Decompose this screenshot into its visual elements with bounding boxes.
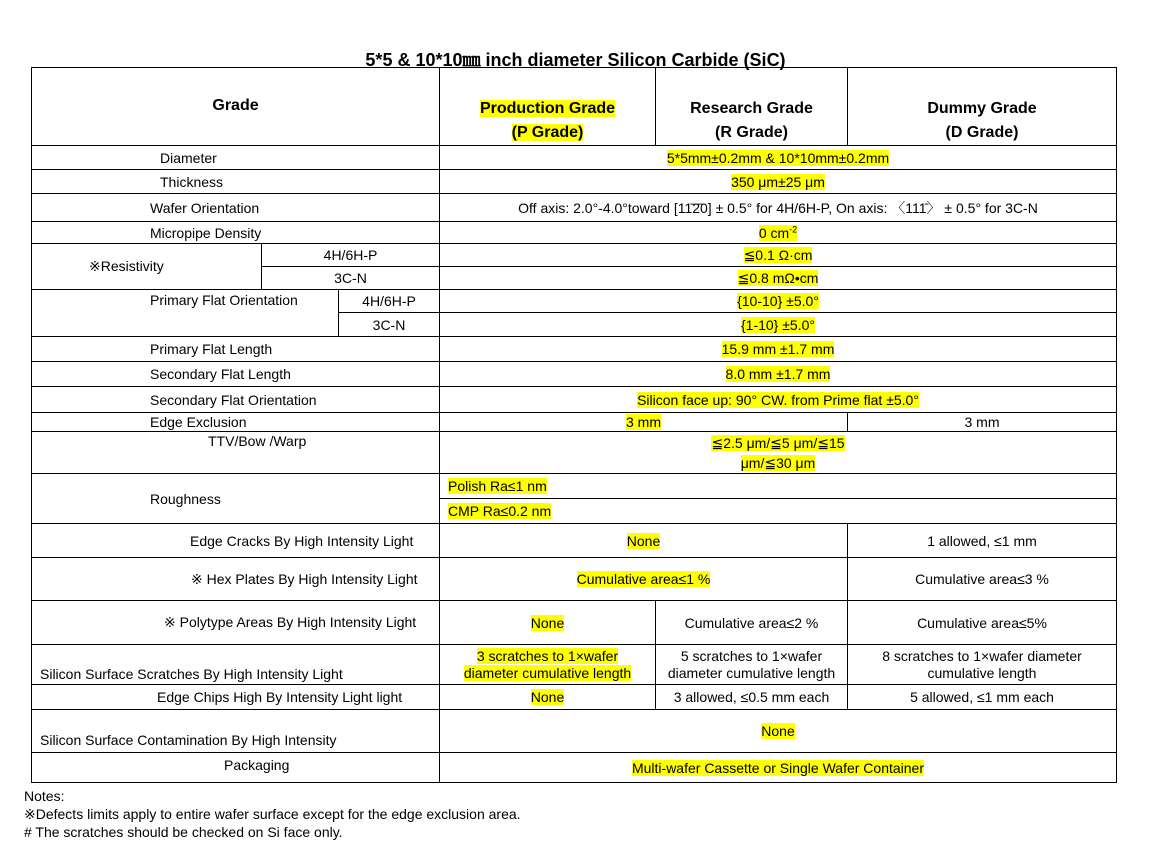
research-grade-header: Research Grade (R Grade) <box>656 68 848 146</box>
notes-heading: Notes: <box>24 788 65 804</box>
table-row <box>32 753 1117 783</box>
edge-exclusion-pr-value: 3 mm <box>440 413 848 432</box>
edge-chips-p-value: None <box>440 685 656 710</box>
contamination-label: Silicon Surface Contamination By High Intensity <box>32 710 440 753</box>
edge-chips-r-value: 3 allowed, ≤0.5 mm each <box>656 685 848 710</box>
diameter-value: 5*5mm±0.2mm & 10*10mm±0.2mm <box>440 146 1117 170</box>
pfo-4h-value: {10-10} ±5.0° <box>440 290 1117 313</box>
hex-plates-label: ※ Hex Plates By High Intensity Light <box>32 558 440 601</box>
table-row <box>32 710 1117 753</box>
secondary-flat-orientation-value: Silicon face up: 90° CW. from Prime flat ±5.0° <box>440 387 1117 413</box>
table-row <box>32 524 1117 558</box>
table-row <box>32 222 1117 244</box>
notes-line-2: # The scratches should be checked on Si face only. <box>24 824 343 840</box>
thickness-value: 350 μm±25 μm <box>440 170 1117 194</box>
table-row <box>32 362 1117 387</box>
scratches-p-value: 3 scratches to 1×wafer diameter cumulative length <box>440 645 656 685</box>
roughness-polish-value: Polish Ra≤1 nm <box>440 474 1117 499</box>
table-row <box>32 170 1117 194</box>
edge-chips-d-value: 5 allowed, ≤1 mm each <box>848 685 1117 710</box>
primary-flat-orientation-label: Primary Flat Orientation <box>32 290 339 337</box>
production-grade-header: Production Grade (P Grade) <box>440 68 656 146</box>
edge-cracks-label: Edge Cracks By High Intensity Light <box>32 524 440 558</box>
edge-cracks-d-value: 1 allowed, ≤1 mm <box>848 524 1117 558</box>
scratches-r-value: 5 scratches to 1×wafer diameter cumulative length <box>656 645 848 685</box>
roughness-cmp-value: CMP Ra≤0.2 nm <box>440 499 1117 524</box>
table-row <box>32 194 1117 222</box>
dummy-grade-header: Dummy Grade (D Grade) <box>848 68 1117 146</box>
packaging-value: Multi-wafer Cassette or Single Wafer Container <box>440 753 1117 783</box>
contamination-value: None <box>440 710 1117 753</box>
secondary-flat-length-value: 8.0 mm ±1.7 mm <box>440 362 1117 387</box>
table-row <box>32 290 1117 313</box>
ttv-label: TTV/Bow /Warp <box>32 432 440 474</box>
secondary-flat-length-label: Secondary Flat Length <box>32 362 440 387</box>
table-row <box>32 146 1117 170</box>
polytype-d-value: Cumulative area≤5% <box>848 601 1117 645</box>
pfo-3c-label: 3C-N <box>339 313 440 337</box>
pfo-3c-value: {1-10} ±5.0° <box>440 313 1117 337</box>
edge-chips-label: Edge Chips High By Intensity Light light <box>32 685 440 710</box>
notes <box>24 787 521 841</box>
table-row <box>32 685 1117 710</box>
resistivity-4h-value: ≦0.1 Ω·cm <box>440 244 1117 267</box>
primary-flat-length-value: 15.9 mm ±1.7 mm <box>440 337 1117 362</box>
resistivity-4h-label: 4H/6H-P <box>262 244 440 267</box>
edge-exclusion-d-value: 3 mm <box>848 413 1117 432</box>
hex-plates-d-value: Cumulative area≤3 % <box>848 558 1117 601</box>
pfo-4h-label: 4H/6H-P <box>339 290 440 313</box>
document-title: 5*5 & 10*10㎜ inch diameter Silicon Carbide (SiC) <box>365 50 786 70</box>
resistivity-3c-label: 3C-N <box>262 267 440 290</box>
polytype-r-value: Cumulative area≤2 % <box>656 601 848 645</box>
header-row <box>32 68 1117 146</box>
secondary-flat-orientation-label: Secondary Flat Orientation <box>32 387 440 413</box>
thickness-label: Thickness <box>32 170 440 194</box>
notes-line-1: ※Defects limits apply to entire wafer surface except for the edge exclusion area. <box>24 806 521 822</box>
table-row <box>32 645 1117 685</box>
hex-plates-pr-value: Cumulative area≤1 % <box>440 558 848 601</box>
packaging-label: Packaging <box>32 753 440 783</box>
table-row <box>32 474 1117 499</box>
table-row <box>32 558 1117 601</box>
resistivity-label: ※Resistivity <box>32 244 262 290</box>
table-row <box>32 244 1117 267</box>
scratches-label: Silicon Surface Scratches By High Intensity Light <box>32 645 440 685</box>
wafer-orientation-label: Wafer Orientation <box>32 194 440 222</box>
polytype-p-value: None <box>440 601 656 645</box>
edge-cracks-pr-value: None <box>440 524 848 558</box>
micropipe-density-label: Micropipe Density <box>32 222 440 244</box>
table-row <box>32 387 1117 413</box>
polytype-label: ※ Polytype Areas By High Intensity Light <box>32 601 440 645</box>
wafer-orientation-value: Off axis: 2.0°-4.0°toward [11̄2̄0] ± 0.5° for 4H/6H-P, On axis: 〈111̄〉 ± 0.5° for 3C-N <box>440 194 1117 222</box>
primary-flat-length-label: Primary Flat Length <box>32 337 440 362</box>
roughness-label: Roughness <box>32 474 440 524</box>
spec-table <box>31 67 1117 783</box>
diameter-label: Diameter <box>32 146 440 170</box>
table-row <box>32 413 1117 432</box>
grade-header: Grade <box>32 68 440 146</box>
table-row <box>32 337 1117 362</box>
scratches-d-value: 8 scratches to 1×wafer diameter cumulative length <box>848 645 1117 685</box>
ttv-value: ≦2.5 μm/≦5 μm/≦15 μm/≦30 μm <box>440 432 1117 474</box>
micropipe-density-value: 0 $cm^{-2}$ <box>440 222 1117 244</box>
resistivity-3c-value: ≦0.8 mΩ•cm <box>440 267 1117 290</box>
table-row <box>32 601 1117 645</box>
edge-exclusion-label: Edge Exclusion <box>32 413 440 432</box>
table-row <box>32 432 1117 474</box>
